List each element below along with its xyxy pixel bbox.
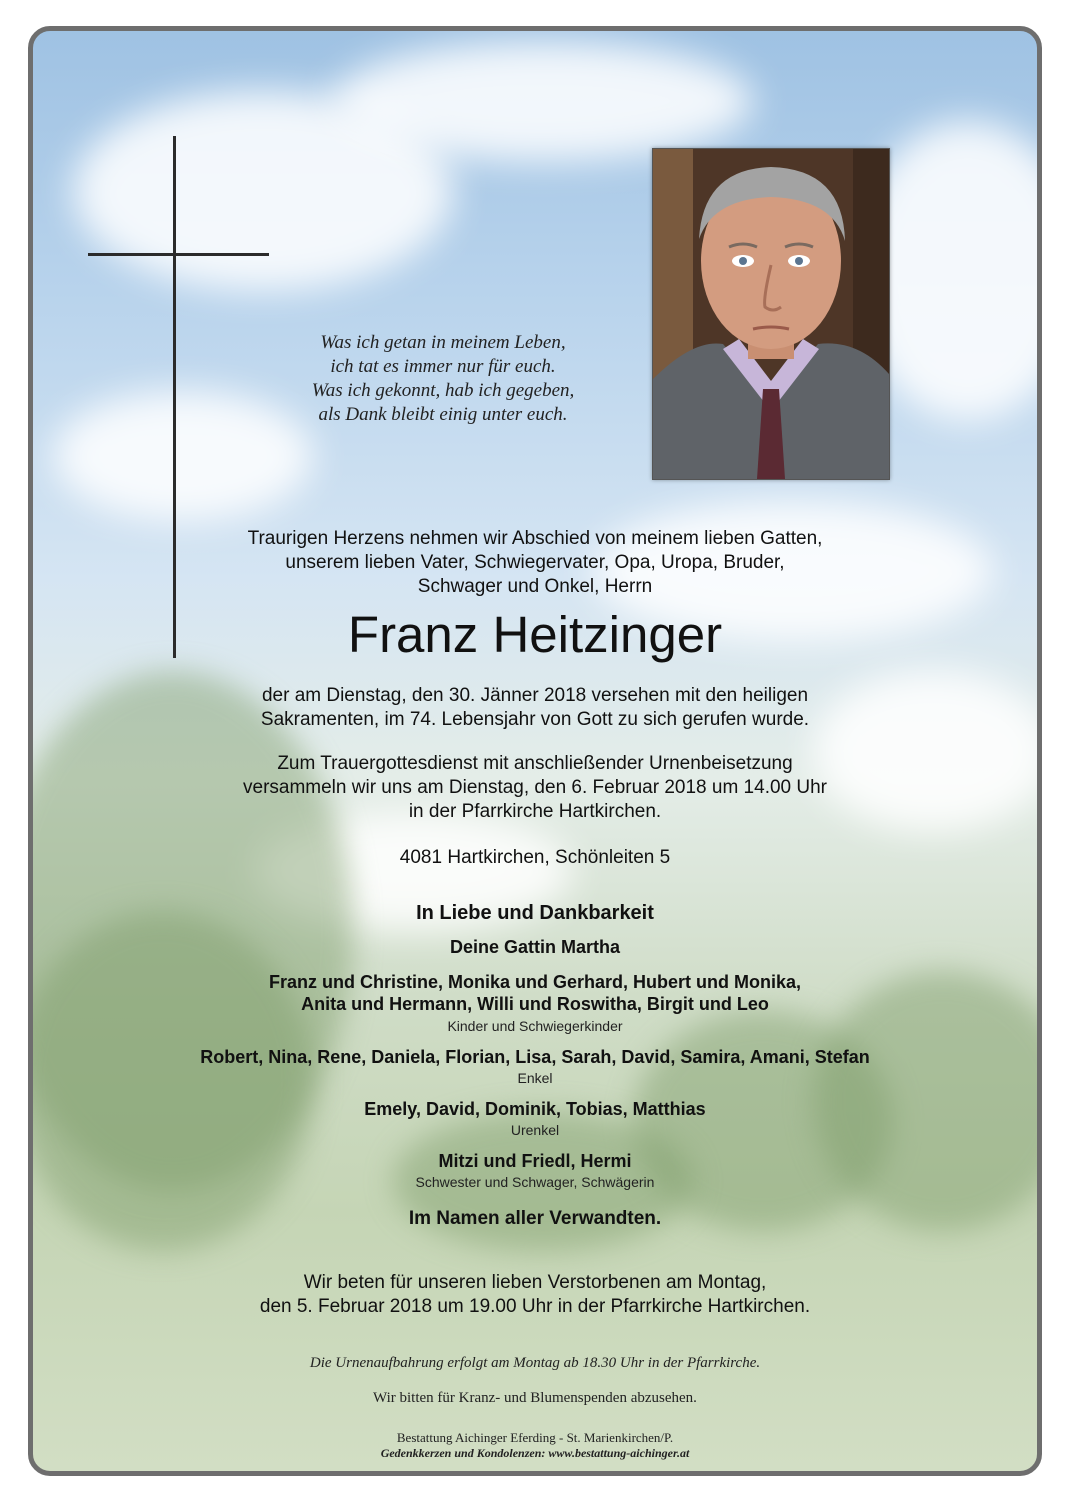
grandchildren-caption: Enkel [517, 1070, 553, 1086]
intro-text [33, 527, 1037, 599]
prayer-line: Wir beten für unseren lieben Verstorbenen am Montag, [303, 1272, 767, 1293]
poem-line: Was ich gekonnt, hab ich gegeben, [311, 380, 575, 401]
service-line: Zum Trauergottesdienst mit anschließender Urnenbeisetzung [277, 753, 793, 774]
viewing-note: Die Urnenaufbahrung erfolgt am Montag ab 18.30 Uhr in der Pfarrkirche. [309, 1355, 761, 1371]
intro-line: unserem lieben Vater, Schwiegervater, Opa, Uropa, Bruder, [285, 552, 785, 573]
mourners-closing: Im Namen aller Verwandten. [408, 1208, 662, 1229]
portrait-photo [652, 148, 890, 480]
children-line: Anita und Hermann, Willi und Roswitha, Birgit und Leo [301, 994, 769, 1014]
intro-line: Schwager und Onkel, Herrn [417, 576, 653, 597]
poem-line: Was ich getan in meinem Leben, [320, 332, 566, 353]
portrait-illustration [653, 149, 889, 479]
address: 4081 Hartkirchen, Schönleiten 5 [399, 847, 671, 868]
memorial-poem [243, 331, 643, 427]
undertaker-footer: Bestattung Aichinger Eferding - St. Marienkirchen/P. [396, 1430, 674, 1445]
children-caption: Kinder und Schwiegerkinder [447, 1018, 623, 1034]
service-info [33, 752, 1037, 824]
poem-line: als Dank bleibt einig unter euch. [318, 404, 568, 425]
siblings-caption: Schwester und Schwager, Schwägerin [415, 1174, 655, 1190]
background-cloud [333, 41, 753, 161]
mourners-great-grandchildren: Emely, David, Dominik, Tobias, Matthias [364, 1099, 706, 1119]
obituary-card [28, 26, 1042, 1476]
intro-line: Traurigen Herzens nehmen wir Abschied von meinem lieben Gatten, [247, 528, 823, 549]
mourners-siblings: Mitzi und Friedl, Hermi [438, 1151, 632, 1171]
mourners-grandchildren: Robert, Nina, Rene, Daniela, Florian, Lisa, Sarah, David, Samira, Amani, Stefan [200, 1047, 870, 1067]
death-notice [33, 684, 1037, 732]
death-notice-line: der am Dienstag, den 30. Jänner 2018 versehen mit den heiligen [261, 685, 809, 706]
cross-icon-bar [88, 253, 269, 256]
mourners-heading: In Liebe und Dankbarkeit [416, 902, 654, 924]
mourners-children [33, 971, 1037, 1015]
mourners-spouse: Deine Gattin Martha [449, 937, 621, 957]
prayer-info [33, 1271, 1037, 1319]
great-grandchildren-caption: Urenkel [510, 1122, 560, 1138]
children-line: Franz und Christine, Monika und Gerhard, Hubert und Monika, [268, 972, 802, 992]
flowers-note: Wir bitten für Kranz- und Blumenspenden abzusehen. [373, 1390, 697, 1406]
poem-line: ich tat es immer nur für euch. [330, 356, 556, 377]
prayer-line: den 5. Februar 2018 um 19.00 Uhr in der Pfarrkirche Hartkirchen. [259, 1296, 811, 1317]
service-line: versammeln wir uns am Dienstag, den 6. Februar 2018 um 14.00 Uhr [243, 777, 827, 798]
condolences-footer: Gedenkkerzen und Kondolenzen: www.bestattung-aichinger.at [380, 1446, 690, 1460]
death-notice-line: Sakramenten, im 74. Lebensjahr von Gott zu sich gerufen wurde. [260, 709, 810, 730]
deceased-name: Franz Heitzinger [347, 606, 723, 663]
service-line: in der Pfarrkirche Hartkirchen. [408, 801, 662, 822]
